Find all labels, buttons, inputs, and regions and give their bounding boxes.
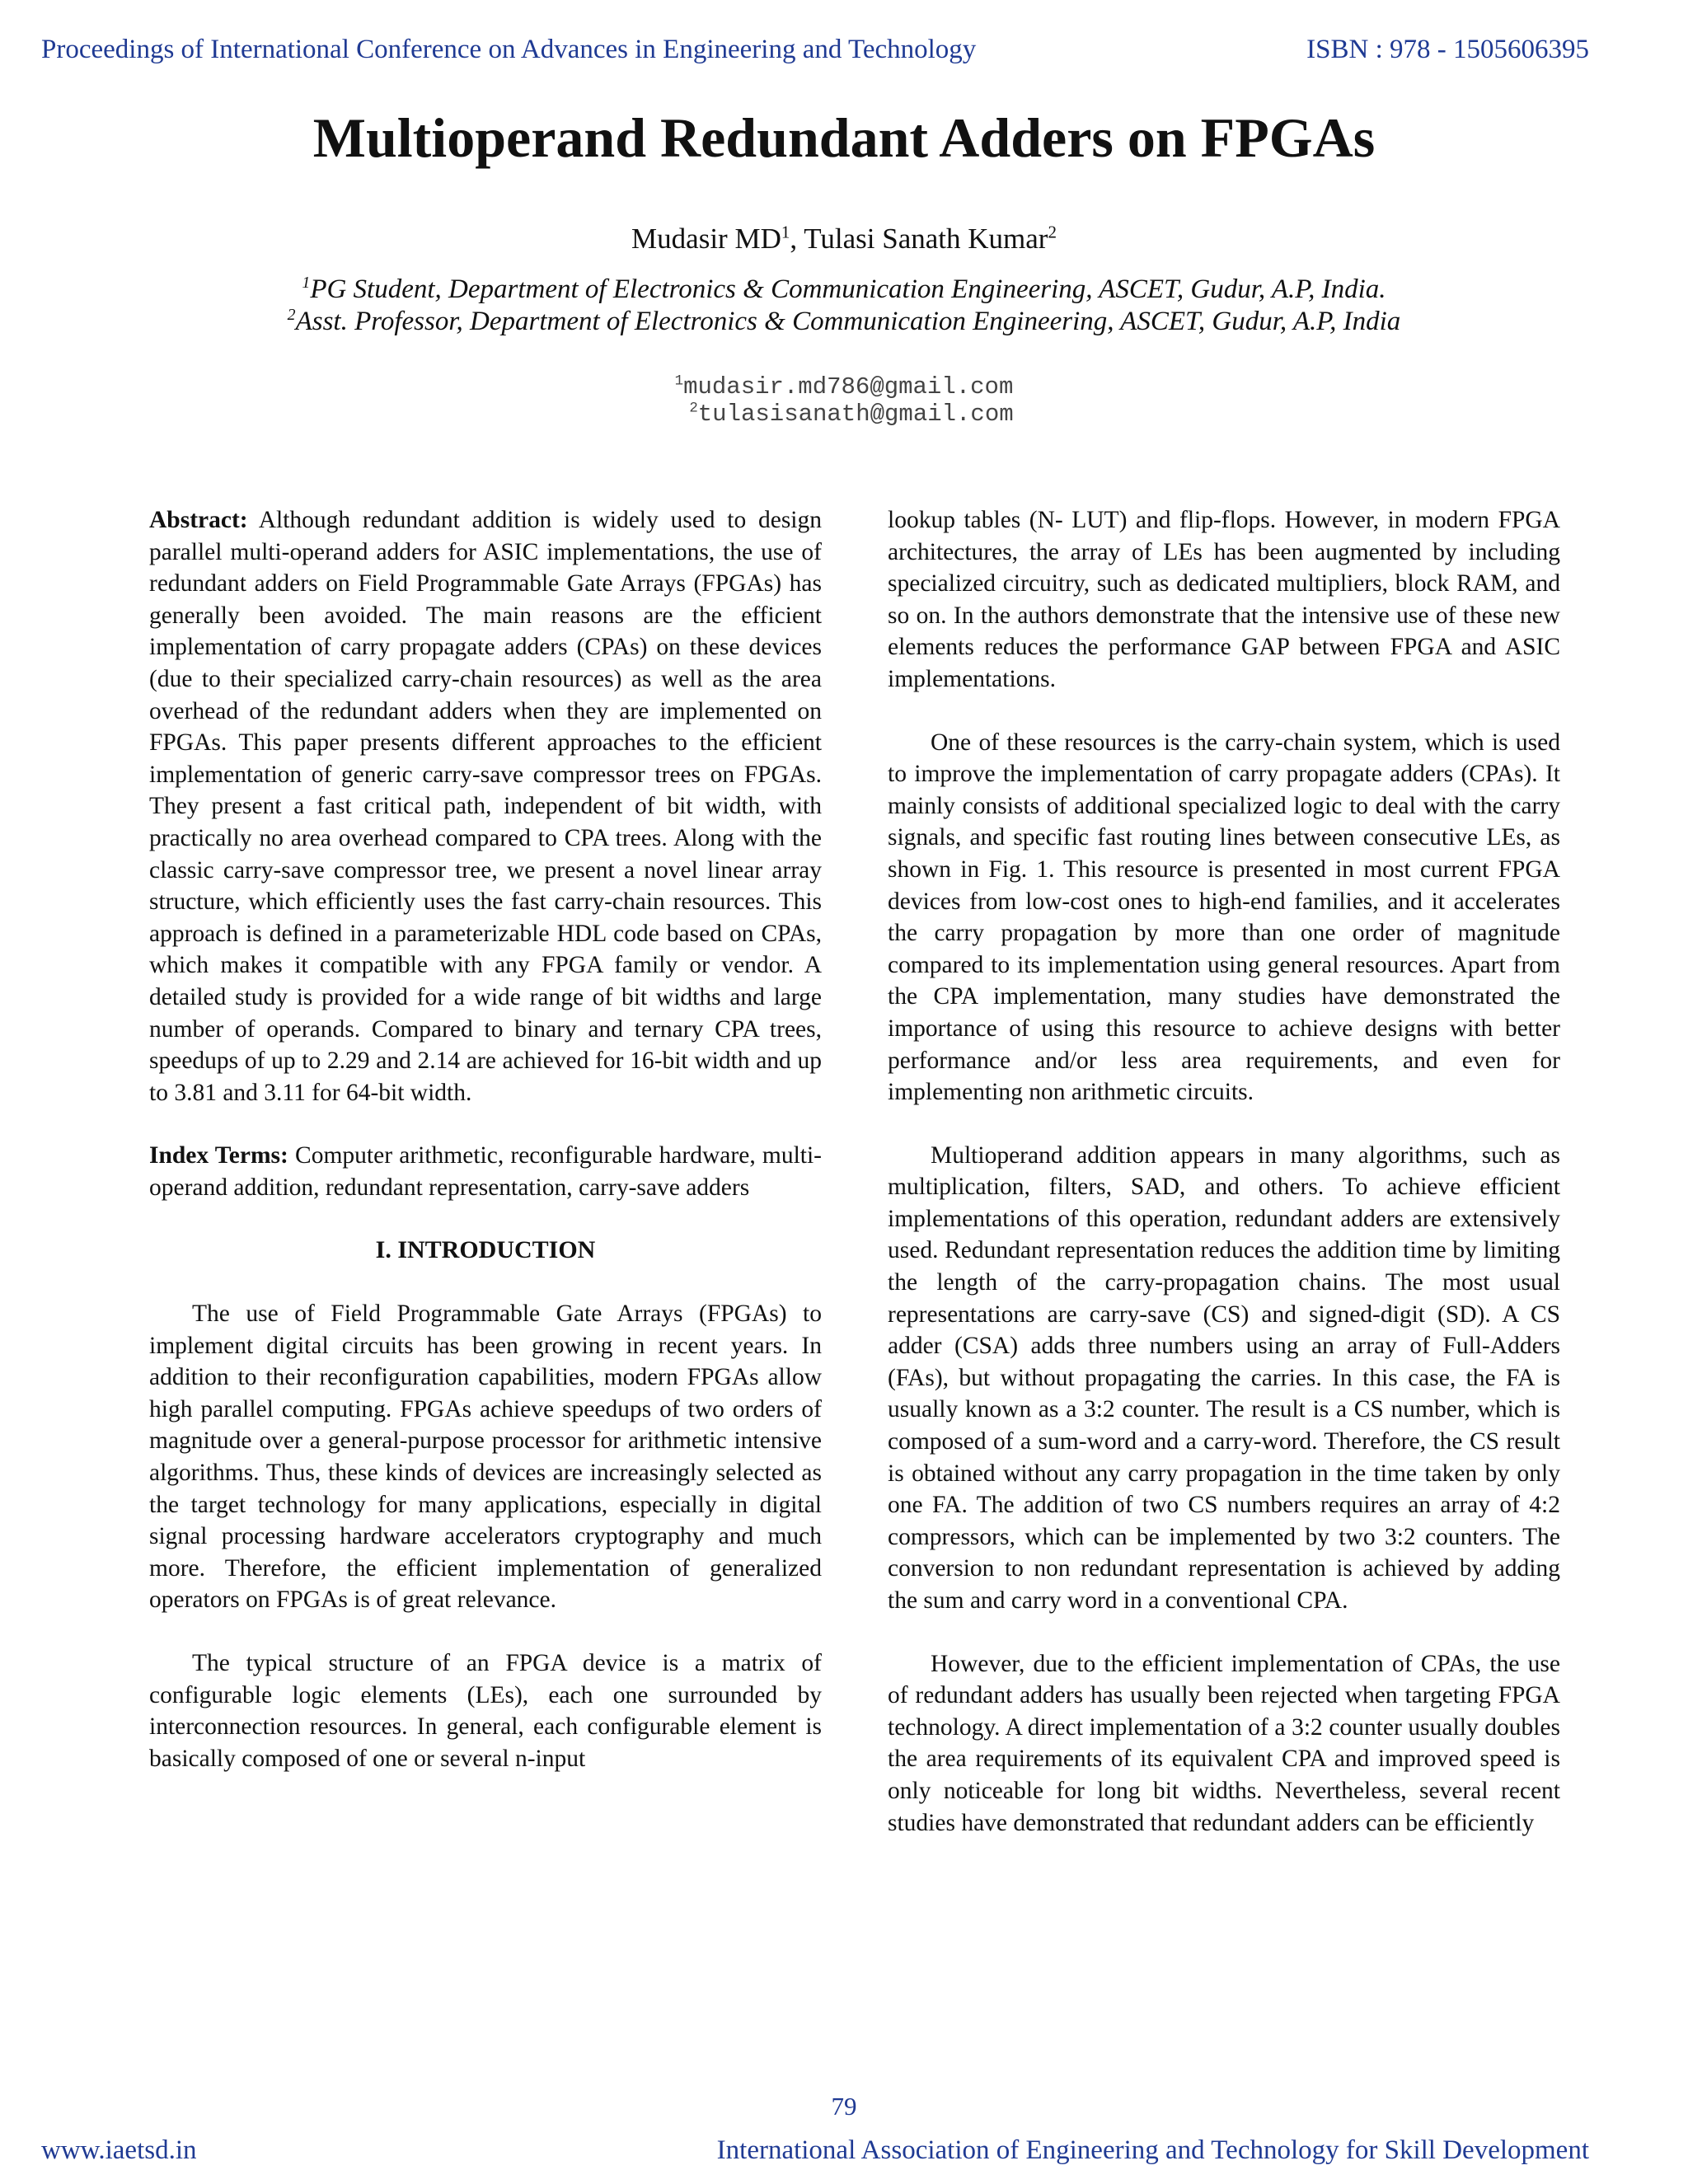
email-superscript: 1 (674, 373, 684, 390)
running-header-isbn: ISBN : 978 - 1505606395 (1306, 35, 1589, 64)
abstract-text: Although redundant addition is widely used to design parallel multi-operand adders for ASIC implementations, the use of redundant adders on Field Programmable Gate Arrays (FPGAs) has generally been avoided. The main reasons are the efficient implementation of carry propagate adders (CPAs) on these devices (due to their specialized carry-chain resources) as well as the area overhead of the redundant adders when they are implemented on FPGAs. This paper presents different approaches to the efficient implementation of generic carry-save compressor trees on FPGAs. They present a fast critical path, independent of bit width, with practically no area overhead compared to CPA trees. Along with the classic carry-save compressor tree, we present a novel linear array structure, which efficiently uses the fast carry-chain resources. This approach is defined in a parameterizable HDL code based on CPAs, which makes it compatible with any FPGA family or vendor. A detailed study is provided for a wide range of bit widths and large number of operands. Compared to binary and ternary CPA trees, speedups of up to 2.29 and 2.14 are achieved for 16-bit width and up to 3.81 and 3.11 for 64-bit width. (149, 507, 823, 1106)
email-address: mudasir.md786@gmail.com (683, 373, 1014, 401)
affiliation-superscript: 1 (302, 274, 311, 292)
affiliation-line (0, 306, 1688, 338)
left-column (149, 504, 822, 1774)
email-address: tulasisanath@gmail.com (697, 401, 1014, 428)
body-paragraph: One of these resources is the carry-chain system, which is used to improve the implementation of carry propagate adders (CPAs). It mainly consists of additional specialized logic to deal with the carry signals, and specific fast routing lines between consecutive LEs, as shown in Fig. 1. This resource is presented in most current FPGA devices from low-cost ones to high-end families, and it accelerates the carry propagation by more than one order of magnitude compared to its implementation using general resources. Apart from the CPA implementation, many studies have demonstrated the importance of using this resource to achieve designs with better performance and/or less area requirements, and even for implementing non arithmetic circuits. (888, 729, 1560, 1106)
email-line (0, 401, 1688, 428)
body-paragraph: However, due to the efficient implementation of CPAs, the use of redundant adders has usually been rejected when targeting FPGA technology. A direct implementation of a 3:2 counter usually doubles the area requirements of its equivalent CPA and improved speed is only noticeable for long bit widths. Nevertheless, several recent studies have demonstrated that redundant adders can be efficiently (888, 1650, 1560, 1836)
author-name: Mudasir MD (631, 223, 781, 255)
affiliation-text: Asst. Professor, Department of Electronics & Communication Engineering, ASCET, Gudur, A.P, India (295, 307, 1401, 336)
affiliation-superscript: 2 (287, 306, 296, 324)
affiliations (0, 274, 1688, 338)
emails (0, 373, 1688, 428)
affiliation-line (0, 274, 1688, 306)
affiliation-text: PG Student, Department of Electronics & Communication Engineering, ASCET, Gudur, A.P, India. (310, 274, 1386, 304)
body-paragraph: lookup tables (N- LUT) and flip-flops. However, in modern FPGA architectures, the array of LEs has been augmented by including specialized circuitry, such as dedicated multipliers, block RAM, and so on. In the authors demonstrate that the intensive use of these new elements reduces the performance GAP between FPGA and ASIC implementations. (888, 507, 1560, 692)
author-superscript: 2 (1048, 222, 1057, 242)
section-heading: I. INTRODUCTION (375, 1236, 596, 1264)
author-superscript: 1 (781, 222, 790, 242)
abstract-label: Abstract: (149, 507, 248, 533)
right-column (888, 504, 1560, 1839)
body-paragraph: The use of Field Programmable Gate Arrays (FPGAs) to implement digital circuits has been growing in recent years. In addition to their reconfiguration capabilities, modern FPGAs allow high parallel computing. FPGAs achieve speedups of two orders of magnitude over a general-purpose processor for arithmetic intensive algorithms. Thus, these kinds of devices are increasingly selected as the target technology for many applications, especially in digital signal processing hardware accelerators cryptography and much more. Therefore, the efficient implementation of generalized operators on FPGAs is of great relevance. (149, 1301, 822, 1614)
body-paragraph: The typical structure of an FPGA device is a matrix of configurable logic elements (LEs), each one surrounded by interconnection resources. In general, each configurable element is basically composed of one or several n-input (149, 1650, 822, 1772)
index-terms-text: Computer arithmetic, reconfigurable hardware, multi-operand addition, redundant representation, carry-save adders (149, 1142, 822, 1201)
author-separator: , (790, 223, 804, 255)
page-number: 79 (831, 2092, 857, 2121)
body-paragraph: Multioperand addition appears in many algorithms, such as multiplication, filters, SAD, and others. To achieve efficient implementations of this operation, redundant adders are extensively used. Redundant representation reduces the addition time by limiting the length of the carry-propagation chains. The most usual representations are carry-save (CS) and signed-digit (SD). A CS adder (CSA) adds three numbers using an array of Full-Adders (FAs), but without propagating the carries. In this case, the FA is usually known as a 3:2 counter. The result is a CS number, which is composed of a sum-word and a carry-word. Therefore, the CS result is obtained without any carry propagation in the time taken by only one FA. The addition of two CS numbers requires an array of 4:2 compressors, which can be implemented by two 3:2 counters. The conversion to non redundant representation is achieved by adding the sum and carry word in a conventional CPA. (888, 1141, 1560, 1614)
paper-title: Multioperand Redundant Adders on FPGAs (312, 106, 1376, 169)
author-name: Tulasi Sanath Kumar (804, 223, 1048, 255)
index-terms (149, 1140, 822, 1203)
index-terms-label: Index Terms: (149, 1142, 288, 1169)
footer-organization: International Association of Engineering and Technology for Skill Development (716, 2135, 1589, 2165)
author-line (0, 223, 1688, 255)
abstract (149, 504, 822, 1108)
running-header-conference: Proceedings of International Conference on Advances in Engineering and Technology (41, 35, 977, 64)
email-superscript: 2 (689, 401, 698, 417)
footer-website-link[interactable]: www.iaetsd.in (41, 2135, 197, 2165)
email-line (0, 373, 1688, 401)
